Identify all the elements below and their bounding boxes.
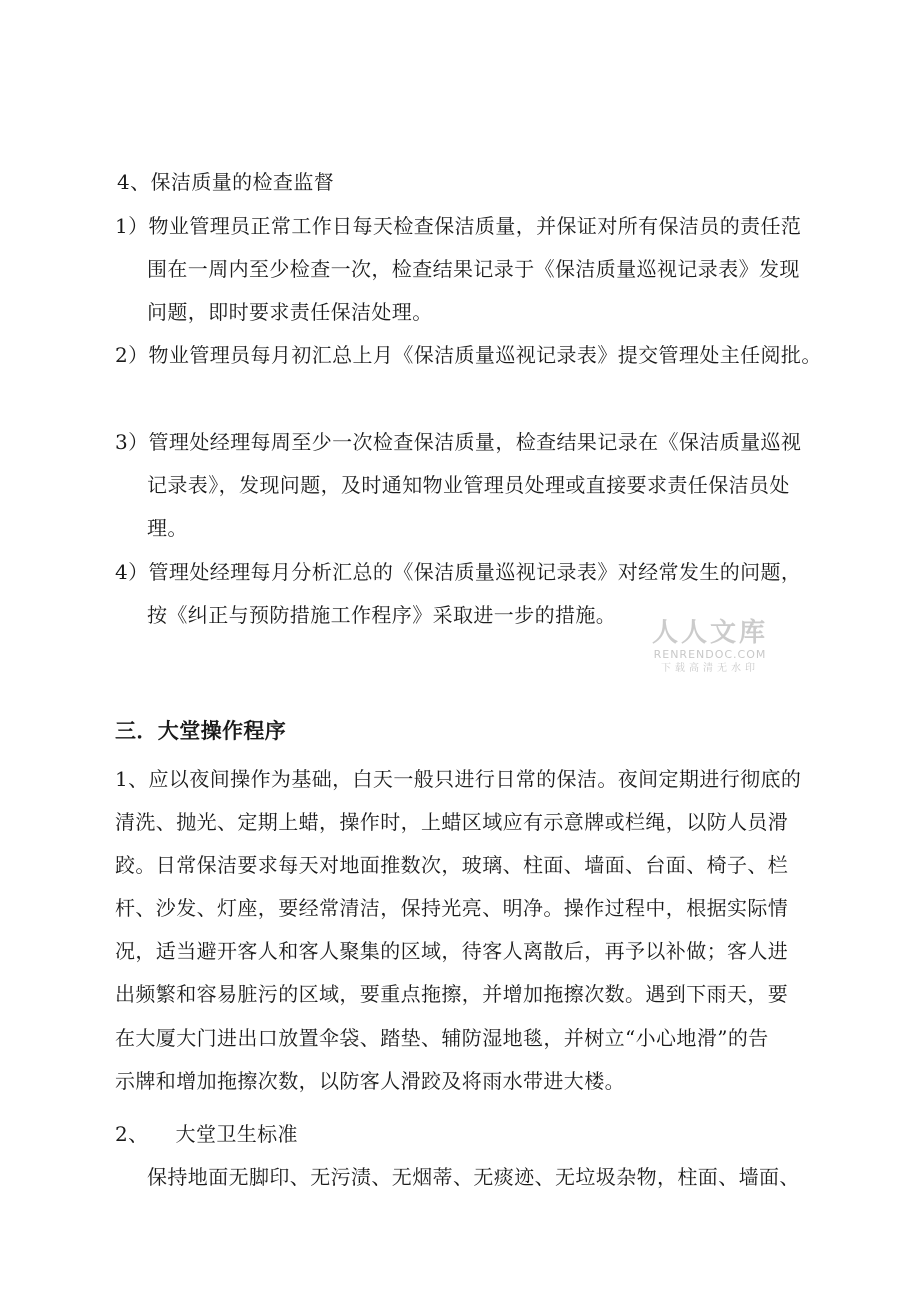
para-1-line-1: 1、应以夜间操作为基础，白天一般只进行日常的保洁。夜间定期进行彻底的 xyxy=(115,767,802,791)
para-1-line-3: 跤。日常保洁要求每天对地面推数次，玻璃、柱面、墙面、台面、椅子、栏 xyxy=(115,853,789,877)
item-1-line-3: 问题，即时要求责任保洁处理。 xyxy=(147,300,433,324)
item-2-line-1: 2）物业管理员每月初汇总上月《保洁质量巡视记录表》提交管理处主任阅批。 xyxy=(115,343,822,367)
para-1-line-4: 杆、沙发、灯座，要经常清洁，保持光亮、明净。操作过程中，根据实际情 xyxy=(115,896,789,920)
item-4-line-2: 按《纠正与预防措施工作程序》采取进一步的措施。 xyxy=(147,603,617,627)
para-1-line-7: 在大厦大门进出口放置伞袋、踏垫、辅防湿地毯，并树立“小心地滑”的告 xyxy=(115,1026,769,1050)
watermark-title: 人人文库 xyxy=(651,618,768,648)
item-1-line-1: 1）物业管理员正常工作日每天检查保洁质量，并保证对所有保洁员的责任范 xyxy=(115,214,802,238)
section-3-heading: 三．大堂操作程序 xyxy=(115,719,287,743)
item-3-line-3: 理。 xyxy=(147,516,188,540)
watermark-url: RENRENDOC.COM xyxy=(653,648,767,661)
section-4-heading: 4、保洁质量的检查监督 xyxy=(117,170,335,194)
item-2-text: 保持地面无脚印、无污渍、无烟蒂、无痰迹、无垃圾杂物，柱面、墙面、 xyxy=(147,1165,800,1189)
item-4-line-1: 4）管理处经理每月分析汇总的《保洁质量巡视记录表》对经常发生的问题， xyxy=(115,560,802,584)
item-3-line-1: 3）管理处经理每周至少一次检查保洁质量，检查结果记录在《保洁质量巡视 xyxy=(115,430,802,454)
para-1-line-8: 示牌和增加拖擦次数，以防客人滑跤及将雨水带进大楼。 xyxy=(115,1069,625,1093)
item-1-line-2: 围在一周内至少检查一次，检查结果记录于《保洁质量巡视记录表》发现 xyxy=(147,257,800,281)
watermark-subtitle: 下载高清无水印 xyxy=(661,663,759,674)
para-1-line-6: 出频繁和容易脏污的区域，要重点拖擦，并增加拖擦次数。遇到下雨天，要 xyxy=(115,982,789,1006)
item-3-line-2: 记录表》，发现问题，及时通知物业管理员处理或直接要求责任保洁员处 xyxy=(147,473,790,497)
item-2-heading: 2、 大堂卫生标准 xyxy=(115,1122,298,1146)
para-1-line-5: 况，适当避开客人和客人聚集的区域，待客人离散后，再予以补做；客人进 xyxy=(115,939,789,963)
para-1-line-2: 清洗、抛光、定期上蜡，操作时，上蜡区域应有示意牌或栏绳，以防人员滑 xyxy=(115,810,789,834)
watermark-logo xyxy=(640,618,780,675)
